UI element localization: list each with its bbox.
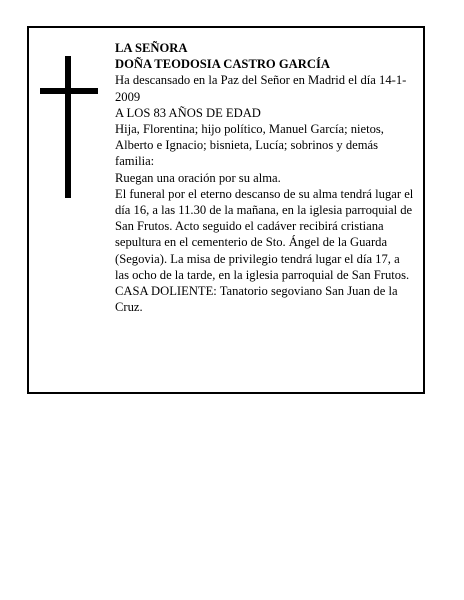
family-list: Hija, Florentina; hijo político, Manuel García; nietos, Alberto e Ignacio; bisnieta, Lucía; sobrinos y demás familia:	[115, 122, 384, 169]
age-line: A LOS 83 AÑOS DE EDAD	[115, 105, 261, 120]
deceased-name: DOÑA TEODOSIA CASTRO GARCÍA	[115, 57, 330, 72]
cross-vertical-bar	[65, 56, 71, 198]
death-statement: Ha descansado en la Paz del Señor en Madrid el día 14-1-2009	[115, 73, 407, 104]
funeral-details: El funeral por el eterno descanso de su alma tendrá lugar el día 16, a las 11.30 de la mañana, en la iglesia parroquial de San Frutos. Acto seguido el cadáver recibirá cristiana sepultura en el cementerio de Sto. Ángel de la Guarda (Segovia). La misa de privilegio tendrá lugar el día 17, a las ocho de la tarde, en la iglesia parroquial de San Frutos.	[115, 186, 414, 282]
cross-horizontal-bar	[40, 88, 98, 94]
title-line: LA SEÑORA	[115, 41, 188, 55]
obituary-text	[115, 40, 415, 315]
prayer-request: Ruegan una oración por su alma.	[115, 170, 281, 185]
mourning-house: CASA DOLIENTE: Tanatorio segoviano San Juan de la Cruz.	[115, 284, 398, 315]
obituary-notice	[27, 26, 425, 394]
cross-icon	[40, 56, 98, 198]
